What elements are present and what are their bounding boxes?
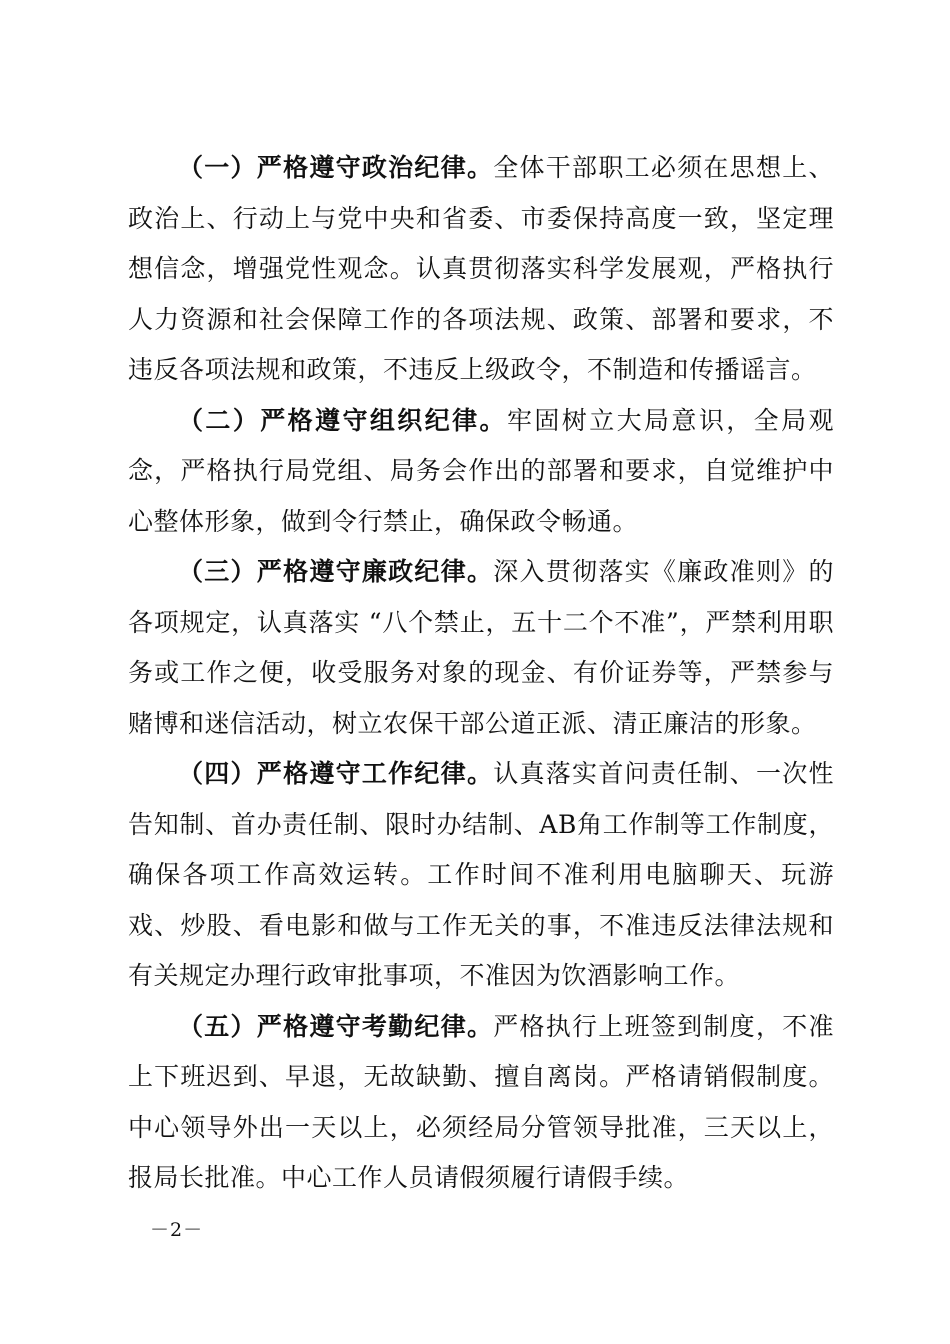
page-number: －2－ — [150, 1219, 204, 1241]
section-attendance-discipline — [128, 1002, 834, 1204]
section-heading: （四）严格遵守工作纪律。 — [178, 759, 494, 788]
section-heading: （二）严格遵守组织纪律。 — [178, 405, 507, 435]
section-integrity-discipline — [128, 547, 834, 749]
section-heading: （五）严格遵守考勤纪律。 — [178, 1011, 494, 1041]
section-body: 牢固树立大局意识，全局观念，严格执行局党组、局务会作出的部署和要求，自觉维护中心整体形象，做到令行禁止，确保政令畅通。 — [128, 405, 834, 536]
section-body: 严格执行上班签到制度，不准上下班迟到、早退，无故缺勤、擅自离岗。严格请销假制度。中心领导外出一天以上，必须经局分管领导批准，三天以上，报局长批准。中心工作人员请假须履行请假手续。 — [128, 1011, 834, 1192]
section-political-discipline — [128, 143, 834, 396]
section-body: 深入贯彻落实《廉政准则》的各项规定，认真落实 “八个禁止，五十二个不准”，严禁利用职务或工作之便，收受服务对象的现金、有价证券等，严禁参与赌博和迷信活动，树立农保干部公道正派、清正廉洁的形象。 — [128, 557, 834, 738]
section-organizational-discipline — [128, 396, 834, 548]
section-body: 认真落实首问责任制、一次性告知制、首办责任制、限时办结制、AB角工作制等工作制度，确保各项工作高效运转。工作时间不准利用电脑聊天、玩游戏、炒股、看电影和做与工作无关的事，不准违反法律法规和有关规定办理行政审批事项，不准因为饮酒影响工作。 — [128, 759, 834, 990]
section-heading: （三）严格遵守廉政纪律。 — [178, 557, 494, 586]
document-body — [128, 143, 834, 1204]
section-work-discipline — [128, 749, 834, 1002]
section-body: 全体干部职工必须在思想上、政治上、行动上与党中央和省委、市委保持高度一致，坚定理想信念，增强党性观念。认真贯彻落实科学发展观，严格执行人力资源和社会保障工作的各项法规、政策、部署和要求，不违反各项法规和政策，不违反上级政令，不制造和传播谣言。 — [128, 153, 834, 384]
section-heading: （一）严格遵守政治纪律。 — [178, 153, 494, 182]
